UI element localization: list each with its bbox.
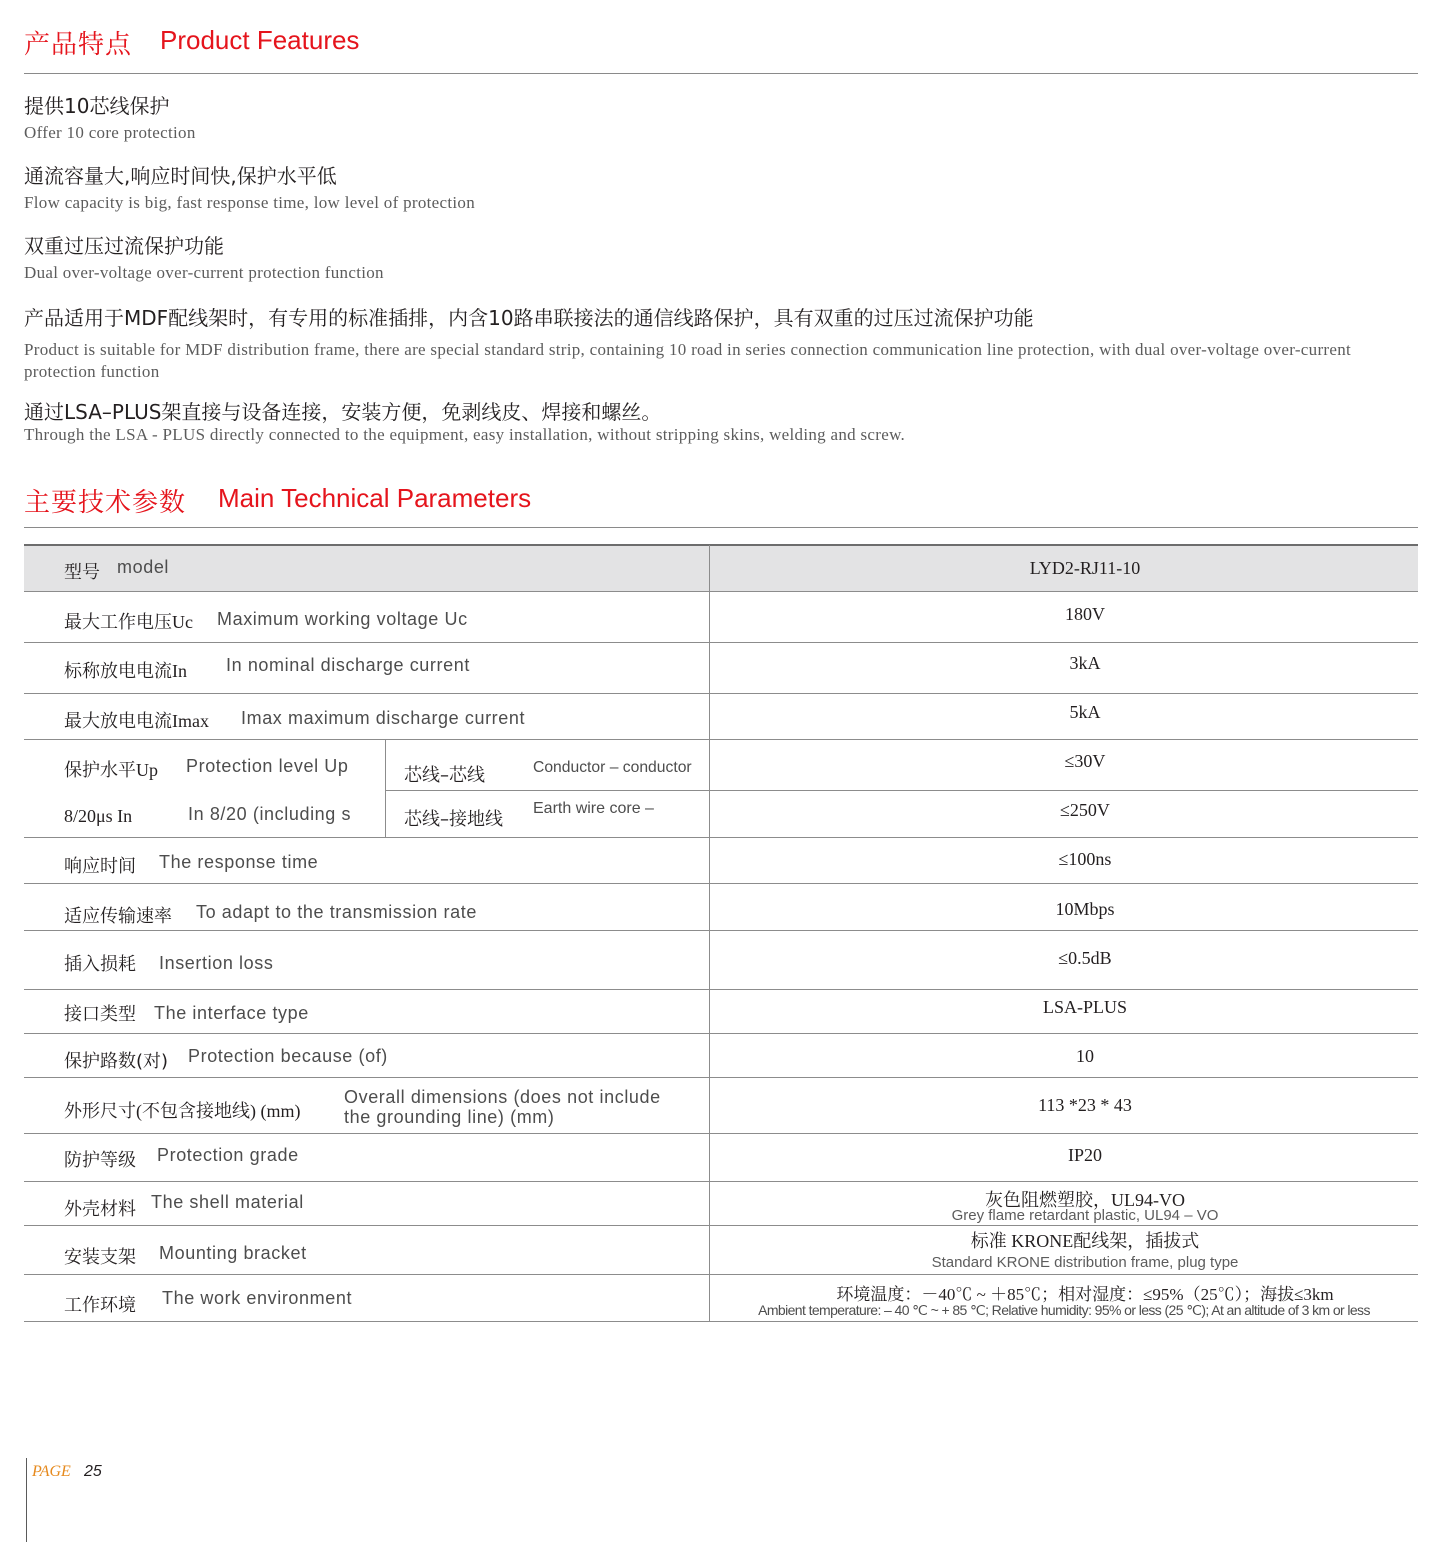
row-nominal-current-cn: 标称放电电流In <box>64 661 187 681</box>
row-protection-grade-en: Protection grade <box>157 1145 299 1165</box>
row-protection-grade-value: IP20 <box>1067 1145 1102 1165</box>
row-dimensions-value: 113 *23 * 43 <box>1038 1095 1132 1115</box>
row-max-voltage-value: 180V <box>1065 604 1105 624</box>
header-model-value: LYD2-RJ11-10 <box>1029 558 1141 578</box>
row-max-current-en: Imax maximum discharge current <box>241 708 526 728</box>
params-divider <box>24 527 1418 528</box>
row-max-current-value: 5kA <box>1069 702 1101 722</box>
row-dimensions-cn: 外形尺寸(不包含接地线) (mm) <box>64 1101 301 1121</box>
row-work-environment-en: The work environment <box>162 1288 353 1308</box>
features-divider <box>24 73 1418 74</box>
row-protection-ways-en: Protection because (of) <box>188 1046 388 1066</box>
feature-3-en: Dual over-voltage over-current protection function <box>24 263 384 282</box>
row-insertion-loss-value: ≤0.5dB <box>1058 948 1112 968</box>
page-label: PAGE <box>32 1463 71 1480</box>
sub-earth-en: Earth wire core – <box>533 800 654 817</box>
row-shell-material-en: The shell material <box>151 1192 304 1212</box>
row-line <box>24 837 1418 838</box>
row-max-voltage-cn: 最大工作电压Uc <box>64 612 193 632</box>
row-line <box>24 930 1418 931</box>
row-mounting-bracket-cn: 安装支架 <box>64 1247 136 1268</box>
row-line <box>24 642 1418 643</box>
row-nominal-current-en: In nominal discharge current <box>226 655 470 675</box>
row-line <box>24 739 1418 740</box>
row-line <box>24 883 1418 884</box>
row-work-environment-cn: 工作环境 <box>64 1295 136 1316</box>
row-response-time-value: ≤100ns <box>1058 849 1112 869</box>
feature-2-en: Flow capacity is big, fast response time, low level of protection <box>24 193 476 212</box>
row-line <box>24 1181 1418 1182</box>
row-dimensions-en-line1: Overall dimensions (does not include <box>344 1087 661 1107</box>
row-shell-material-value: 灰色阻燃塑胶，UL94-VO <box>985 1190 1185 1210</box>
sub-earth-cn: 芯线–接地线 <box>404 809 503 830</box>
row-protection-ways-cn: 保护路数(对) <box>64 1051 169 1072</box>
params-title-cn: 主要技术参数 <box>24 488 187 518</box>
sub-earth-value: ≤250V <box>1060 800 1110 820</box>
page-number: 25 <box>84 1463 102 1480</box>
row-max-voltage-en: Maximum working voltage Uc <box>217 609 468 629</box>
header-model-en: model <box>117 557 170 577</box>
feature-3-cn: 双重过压过流保护功能 <box>24 234 224 258</box>
row-transmission-rate-cn: 适应传输速率 <box>64 906 172 927</box>
header-model-cn: 型号 <box>64 562 100 583</box>
feature-5-cn: 通过LSA–PLUS架直接与设备连接，安装方便，免剥线皮、焊接和螺丝。 <box>24 400 662 424</box>
footer-vertical-rule <box>26 1458 27 1542</box>
row-line <box>24 1225 1418 1226</box>
table-bottom-border <box>24 1321 1418 1322</box>
row-work-environment-value-en: Ambient temperature: – 40 ℃ ~ + 85 ℃; Relative humidity: 95% or less (25 ℃); At an altitude of 3 km or less <box>758 1302 1370 1318</box>
row-max-current-cn: 最大放电电流Imax <box>64 711 209 731</box>
row-line <box>24 591 1418 592</box>
row-mounting-bracket-value: 标准 KRONE配线架，插拔式 <box>970 1231 1200 1251</box>
row-protection-ways-value: 10 <box>1076 1046 1094 1066</box>
feature-2-cn: 通流容量大,响应时间快,保护水平低 <box>24 164 337 188</box>
row-line <box>24 1133 1418 1134</box>
row-line <box>24 1274 1418 1275</box>
row-insertion-loss-en: Insertion loss <box>159 953 274 973</box>
row-line-sub <box>385 790 1418 791</box>
feature-1-en: Offer 10 core protection <box>24 123 196 142</box>
row-line <box>24 1033 1418 1034</box>
table-top-border <box>24 544 1418 546</box>
feature-5-en: Through the LSA - PLUS directly connected to the equipment, easy installation, without stripping skins, welding and screw. <box>24 425 906 444</box>
row-protection-level-cn: 保护水平Up <box>64 760 158 780</box>
row-protection-grade-cn: 防护等级 <box>64 1150 136 1171</box>
sub-conductor-cn: 芯线–芯线 <box>404 765 485 786</box>
row-dimensions-en-line2: the grounding line) (mm) <box>344 1107 555 1127</box>
row-response-time-cn: 响应时间 <box>64 856 136 877</box>
row-work-environment-value: 环境温度：－40℃ ~ ＋85℃；相对湿度：≤95%（25℃）；海拔≤3km <box>836 1285 1334 1304</box>
row-protection-8-20-en: In 8/20 (including s <box>188 804 352 824</box>
row-shell-material-value-en: Grey flame retardant plastic, UL94 – VO <box>951 1207 1219 1224</box>
row-insertion-loss-cn: 插入损耗 <box>64 954 136 975</box>
row-interface-type-value: LSA-PLUS <box>1042 997 1127 1017</box>
features-title-cn: 产品特点 <box>24 30 133 60</box>
row-mounting-bracket-value-en: Standard KRONE distribution frame, plug type <box>931 1254 1239 1271</box>
sub-conductor-en: Conductor – conductor <box>533 759 692 776</box>
features-title-en: Product Features <box>160 25 360 55</box>
row-transmission-rate-en: To adapt to the transmission rate <box>196 902 477 922</box>
feature-4-cn: 产品适用于MDF配线架时，有专用的标准插排，内含10路串联接法的通信线路保护，具有双重的过压过流保护功能 <box>24 306 1034 330</box>
row-response-time-en: The response time <box>159 852 319 872</box>
row-mounting-bracket-en: Mounting bracket <box>159 1243 307 1263</box>
params-title-en: Main Technical Parameters <box>218 483 532 513</box>
row-protection-level-en: Protection level Up <box>186 756 349 776</box>
row-line <box>24 693 1418 694</box>
row-nominal-current-value: 3kA <box>1069 653 1101 673</box>
row-interface-type-en: The interface type <box>154 1003 309 1023</box>
row-protection-8-20-cn: 8/20μs In <box>64 806 133 826</box>
row-line <box>24 989 1418 990</box>
row-interface-type-cn: 接口类型 <box>64 1004 136 1025</box>
column-divider-sub <box>385 739 386 837</box>
feature-4-en: Product is suitable for MDF distribution frame, there are special standard strip, containing 10 road in series connection communication line protection, with dual over-voltage over-current protection function <box>24 340 1352 381</box>
row-line <box>24 1077 1418 1078</box>
row-shell-material-cn: 外壳材料 <box>64 1199 136 1220</box>
row-transmission-rate-value: 10Mbps <box>1055 899 1115 919</box>
sub-conductor-value: ≤30V <box>1064 751 1106 771</box>
feature-1-cn: 提供10芯线保护 <box>24 94 170 118</box>
